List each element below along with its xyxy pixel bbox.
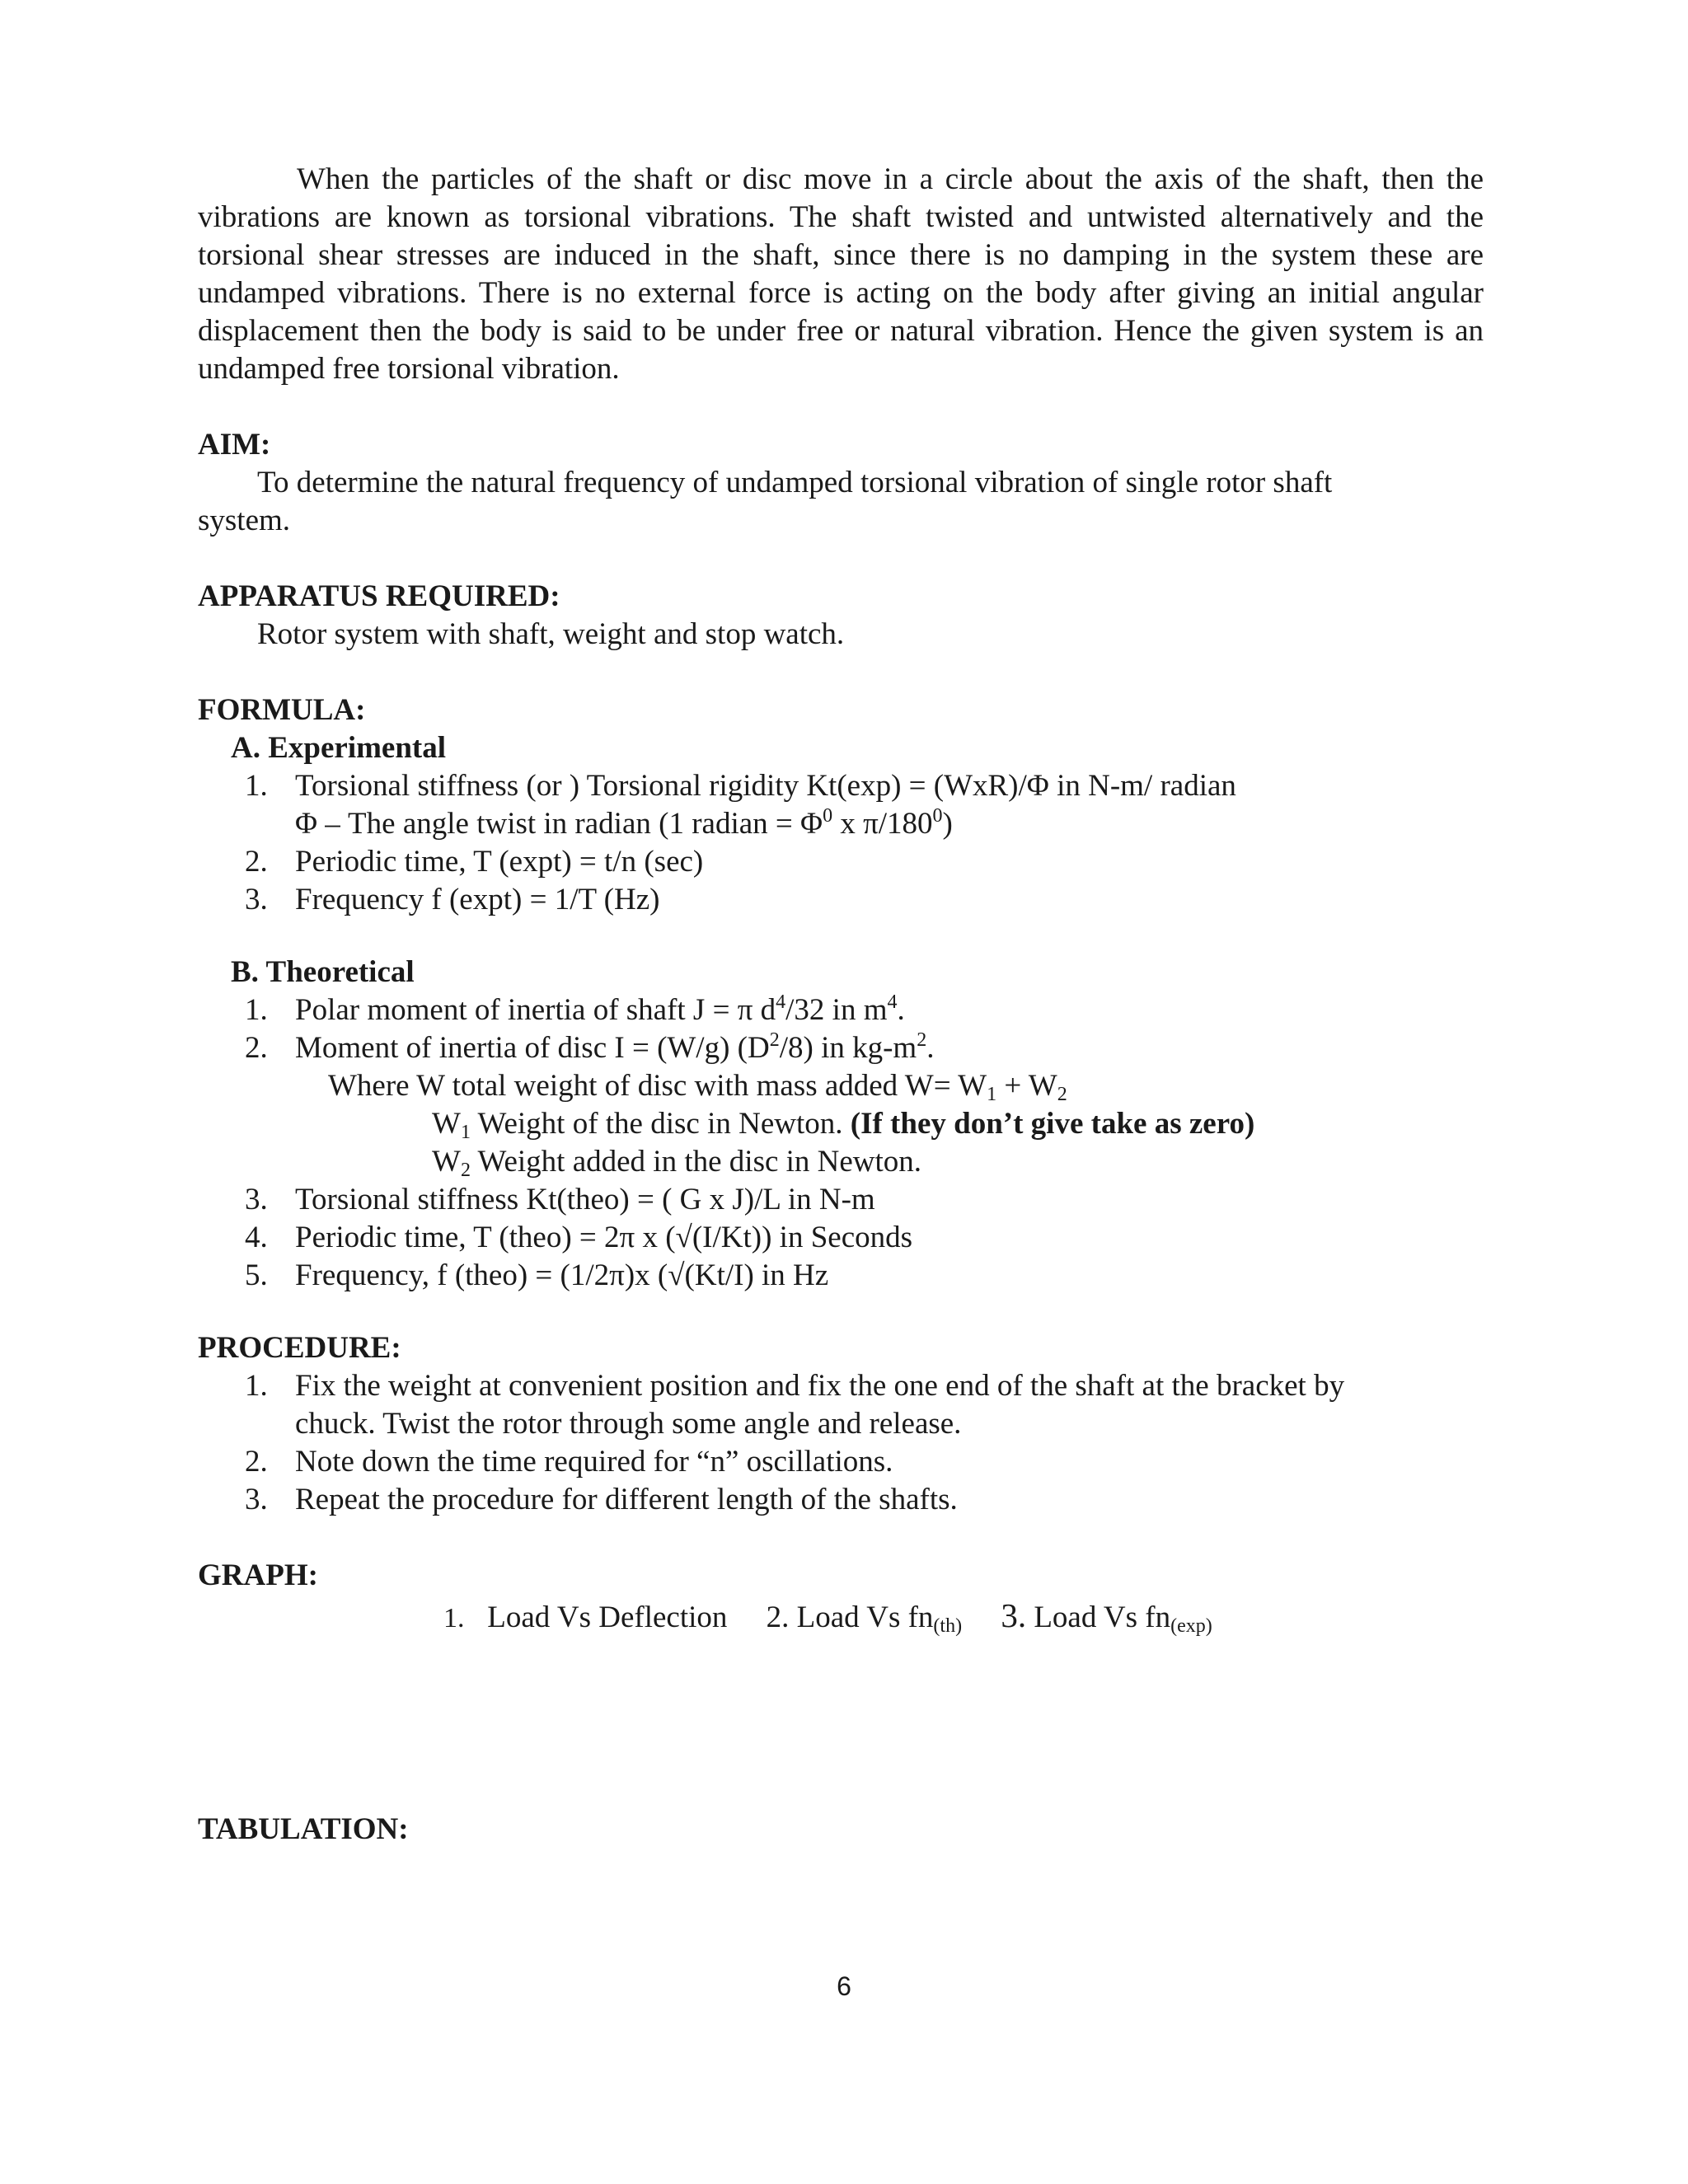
w1-line [198,1105,1484,1143]
procedure-heading: PROCEDURE: [198,1331,401,1365]
list-item [198,1257,1484,1295]
subscript: (exp) [1170,1615,1212,1637]
phi-text: Φ – The angle twist in radian (1 radian = Φ [295,807,823,841]
experimental-list [198,767,1484,805]
list-number: 3. [245,883,268,916]
list-item [198,1443,1484,1481]
superscript: 0 [823,805,833,827]
list-text-b: /32 in m [785,993,888,1027]
phi-text-c: ) [942,807,953,841]
list-item [198,1481,1484,1519]
w1-note: (If they don’t give take as zero) [850,1107,1255,1141]
list-item [198,1219,1484,1257]
w2-line [198,1143,1484,1181]
subscript: (th) [933,1615,963,1637]
graph-item [766,1601,963,1637]
aim-heading: AIM: [198,428,271,462]
subscript: 1 [987,1084,997,1105]
tabulation-heading: TABULATION: [198,1812,409,1846]
apparatus-text: Rotor system with shaft, weight and stop watch. [257,617,845,651]
list-item [198,843,1484,881]
list-item [198,1029,1484,1067]
list-text: Torsional stiffness (or ) Torsional rigidity Kt(exp) = (WxR)/Φ in N-m/ radian [295,769,1236,803]
experimental-list-continued [198,843,1484,919]
superscript: 2 [769,1029,780,1051]
w1-text-b: Weight of the disc in Newton. [470,1107,851,1141]
graph-item-text: Load Vs fn [1034,1601,1171,1634]
aim-text-continued: system. [198,504,291,537]
list-text: Torsional stiffness Kt(theo) = ( G x J)/L in N-m [295,1183,875,1216]
list-text-continued: chuck. Twist the rotor through some angle and release. [295,1407,962,1441]
list-item [198,881,1484,919]
experimental-heading: A. Experimental [231,731,447,765]
superscript: 4 [887,991,898,1013]
list-number: 3. [245,1483,268,1516]
w2-text-b: Weight added in the disc in Newton. [470,1145,922,1179]
theoretical-list [198,991,1484,1067]
intro-text: When the particles of the shaft or disc move in a circle about the axis of the shaft, then the vibrations are known as torsional vibrations. The shaft twisted and untwisted alternatively and the torsional shear stresses are induced in the shaft, since there is no damping in the system these are undamped vibrations. There is no external force is acting on the body after giving an initial angular displacement then the body is said to be under free or natural vibration. Hence the given system is an undamped free torsional vibration. [198,162,1484,386]
graph-item [1001,1596,1212,1637]
graph-item-text: Load Vs fn [796,1601,934,1634]
list-text: Polar moment of inertia of shaft J = π d [295,993,776,1027]
list-number: 3. [245,1183,268,1216]
list-text: Repeat the procedure for different length of the shafts. [295,1483,958,1516]
subscript: 2 [460,1160,471,1181]
phi-text-b: x π/180 [832,807,933,841]
list-text: Fix the weight at convenient position and fix the one end of the shaft at the bracket by [295,1369,1345,1403]
theoretical-list-continued [198,1181,1484,1295]
list-item [198,1367,1484,1443]
graph-heading: GRAPH: [198,1558,318,1592]
theoretical-heading: B. Theoretical [231,955,415,989]
w2-text: W [432,1145,461,1179]
page-number: 6 [837,1971,851,2001]
phi-definition [198,805,1484,843]
subscript: 1 [460,1122,471,1143]
superscript: 0 [932,805,943,827]
list-text: Periodic time, T (expt) = t/n (sec) [295,845,704,879]
list-item [198,1181,1484,1219]
list-number: 1. [245,993,268,1027]
graph-item [443,1601,727,1634]
list-text-c: . [926,1031,935,1065]
where-line [198,1067,1484,1105]
list-number: 4. [245,1221,268,1254]
superscript: 4 [776,991,786,1013]
procedure-list [198,1367,1484,1519]
list-number: 2. [245,1031,268,1065]
list-number: 2. [245,1445,268,1479]
graph-list [198,1596,1484,1638]
formula-heading: FORMULA: [198,693,366,727]
list-number: 3. [1001,1596,1027,1634]
graph-item-text: Load Vs Deflection [487,1601,728,1634]
list-number: 2. [766,1601,790,1634]
list-number: 1. [245,1369,268,1403]
superscript: 2 [917,1029,927,1051]
list-text-b: /8) in kg-m [779,1031,917,1065]
subscript: 2 [1057,1084,1067,1105]
list-item [198,767,1484,805]
list-text: Moment of inertia of disc I = (W/g) (D [295,1031,770,1065]
list-text-c: . [897,993,905,1027]
list-text: Periodic time, T (theo) = 2π x (√(I/Kt)) in Seconds [295,1221,913,1254]
list-number: 2. [245,845,268,879]
list-number: 5. [245,1258,268,1292]
w1-text: W [432,1107,461,1141]
intro-paragraph [198,161,1484,388]
list-text: Frequency f (expt) = 1/T (Hz) [295,883,660,916]
apparatus-heading: APPARATUS REQUIRED: [198,579,560,613]
list-item [198,991,1484,1029]
aim-text: To determine the natural frequency of undamped torsional vibration of single rotor shaft [257,466,1333,499]
list-text: Frequency, f (theo) = (1/2π)x (√(Kt/I) in Hz [295,1258,829,1292]
list-text: Note down the time required for “n” oscillations. [295,1445,893,1479]
where-text: Where W total weight of disc with mass added W= W [328,1069,987,1103]
list-number: 1. [245,769,268,803]
list-number: 1. [443,1603,465,1633]
where-text-b: + W [996,1069,1057,1103]
document-page [198,161,1484,1849]
